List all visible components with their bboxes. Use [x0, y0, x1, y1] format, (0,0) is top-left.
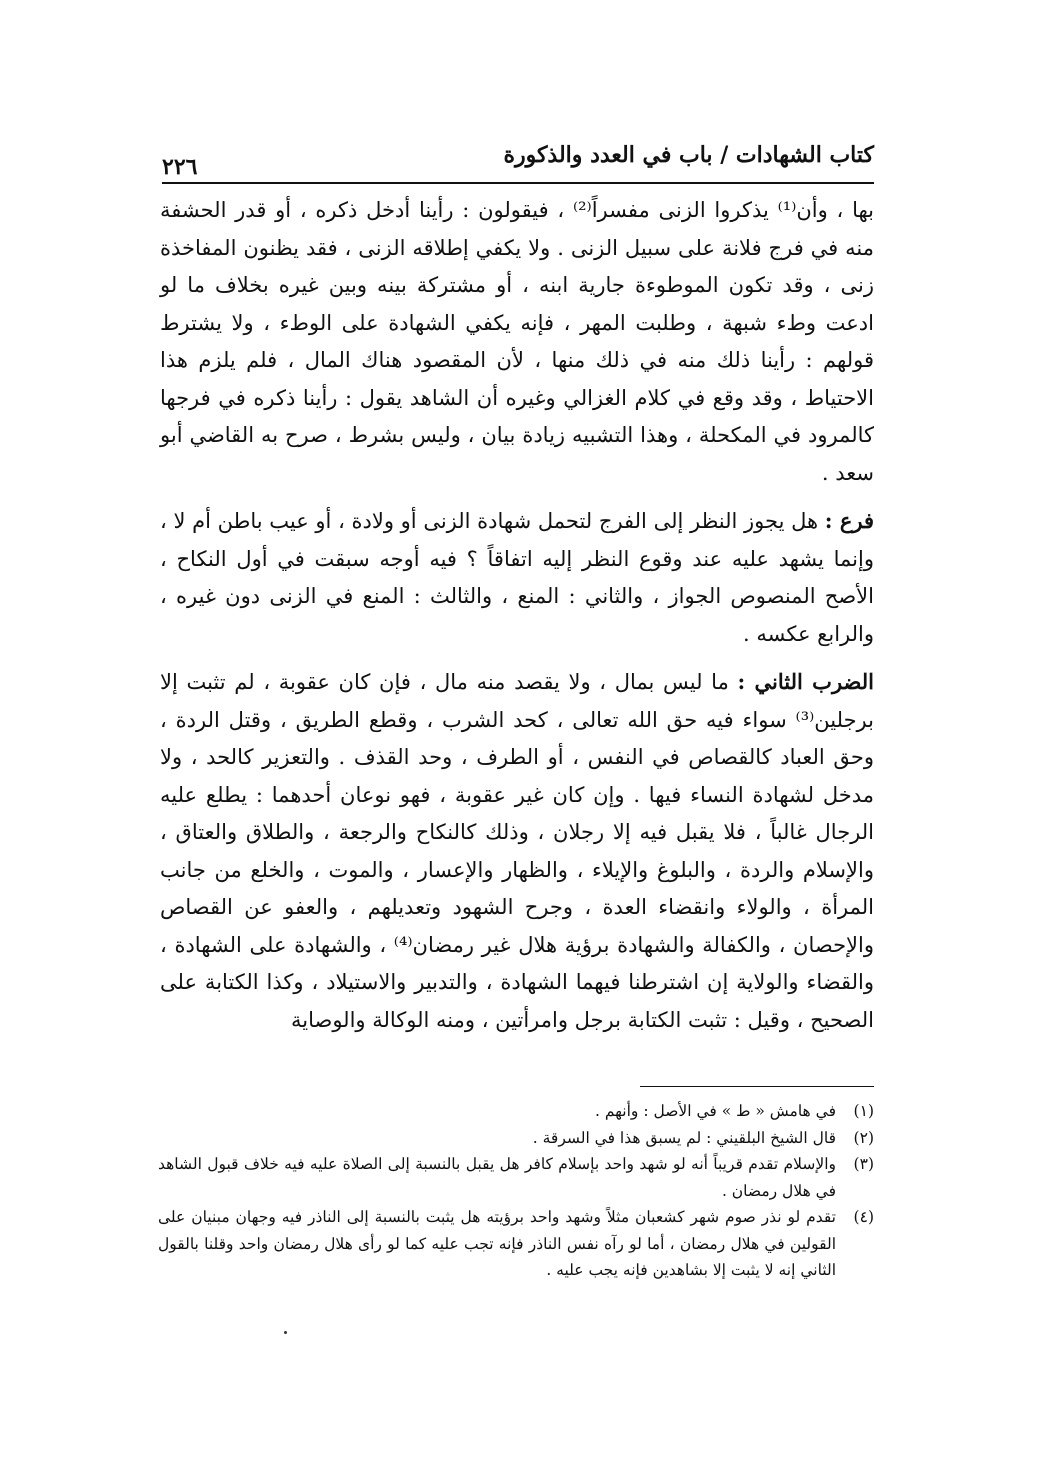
running-header [162, 138, 874, 182]
footnote [158, 1204, 874, 1284]
footnote-number: (١) [853, 1102, 874, 1120]
ink-speck [284, 1331, 287, 1334]
footnote [158, 1098, 874, 1125]
footnote-text: والإسلام تقدم قريباً أنه لو شهد واحد بإسلام كافر هل يقبل بالنسبة إلى الصلاة عليه فيه خلاف قبول الشاهد في هلال رمضان . [158, 1155, 836, 1200]
footnote-number: (٣) [853, 1155, 874, 1173]
footnote [158, 1125, 874, 1152]
paragraph-lead: فرع : [824, 508, 874, 533]
paragraph-text: بها ، وأن⁽¹⁾ يذكروا الزنى مفسراً⁽²⁾ ، فيقولون : رأينا أدخل ذكره ، أو قدر الحشفة منه في فرج فلانة على سبيل الزنى . ولا يكفي إطلاقه الزنى ، فقد يظنون المفاخذة زنى ، وقد تكون الموطوءة جارية ابنه ، أو مشتركة بينه وبين غيره بخلاف ما لو ادعت وطء شبهة ، وطلبت المهر ، فإنه يكفي الشهادة على الوطء ، ولا يشترط قولهم : رأينا ذلك منه في ذلك منها ، لأن المقصود هناك المال ، فلم يلزم هذا الاحتياط ، وقد وقع في كلام الغزالي وغيره أن الشاهد يقول : رأينا ذكره في فرجها كالمرود في المكحلة ، وهذا التشبيه زيادة بيان ، وليس بشرط ، صرح به القاضي أبو سعد . [160, 198, 875, 485]
footnote-separator [640, 1086, 874, 1087]
paragraph [160, 663, 874, 1039]
paragraph [160, 192, 874, 492]
page-number: ٢٢٦ [162, 154, 198, 180]
footnote-text: تقدم لو نذر صوم شهر كشعبان مثلاً وشهد واحد برؤيته هل يثبت بالنسبة إلى الناذر فيه وجهان مبنيان على القولين في هلال رمضان ، أما لو رآه نفس الناذر فإنه تجب عليه كما لو رأى هلال رمضان واحد وقلنا بالقول الثاني إنه لا يثبت إلا بشاهدين فإنه يجب عليه . [158, 1208, 836, 1279]
footnote-number: (٢) [853, 1128, 874, 1147]
paragraph-lead: الضرب الثاني : [737, 669, 874, 694]
header-title: كتاب الشهادات / باب في العدد والذكورة [503, 142, 874, 168]
main-text [160, 192, 874, 1039]
paragraph [160, 502, 874, 653]
header-rule [162, 182, 874, 184]
paragraph-text: ما ليس بمال ، ولا يقصد منه مال ، فإن كان عقوبة ، لم تثبت إلا برجلين⁽³⁾ سواء فيه حق الله تعالى ، كحد الشرب ، وقطع الطريق ، وقتل الردة ، وحق العباد كالقصاص في النفس ، أو الطرف ، وحد القذف . والتعزير كالحد ، ولا مدخل لشهادة النساء فيها . وإن كان غير عقوبة ، فهو نوعان أحدهما : يطلع عليه الرجال غالباً ، فلا يقبل فيه إلا رجلان ، وذلك كالنكاح والرجعة ، والطلاق والعتاق ، والإسلام والردة ، والبلوغ والإيلاء ، والظهار والإعسار ، والموت ، والخلع من جانب المرأة ، والولاء وانقضاء العدة ، وجرح الشهود وتعديلهم ، والعفو عن القصاص والإحصان ، والكفالة والشهادة برؤية هلال غير رمضان⁽⁴⁾ ، والشهادة على الشهادة ، والقضاء والولاية إن اشترطنا فيهما الشهادة ، والتدبير والاستيلاد ، وكذا الكتابة على الصحيح ، وقيل : تثبت الكتابة برجل وامرأتين ، ومنه الوكالة والوصاية [160, 670, 875, 1032]
footnote-text: في هامش « ط » في الأصل : وأنهم . [594, 1102, 836, 1120]
footnote [158, 1151, 874, 1204]
footnote-text: قال الشيخ البلقيني : لم يسبق هذا في السرقة . [532, 1128, 836, 1147]
paragraph-text: هل يجوز النظر إلى الفرج لتحمل شهادة الزنى أو ولادة ، أو عيب باطن أم لا ، وإنما يشهد عليه عند وقوع النظر إليه اتفاقاً ؟ فيه أوجه سبقت في أول النكاح ، الأصح المنصوص الجواز ، والثاني : المنع ، والثالث : المنع في الزنى دون غيره ، والرابع عكسه . [160, 509, 874, 646]
footnotes [158, 1098, 874, 1284]
footnote-number: (٤) [853, 1208, 874, 1226]
